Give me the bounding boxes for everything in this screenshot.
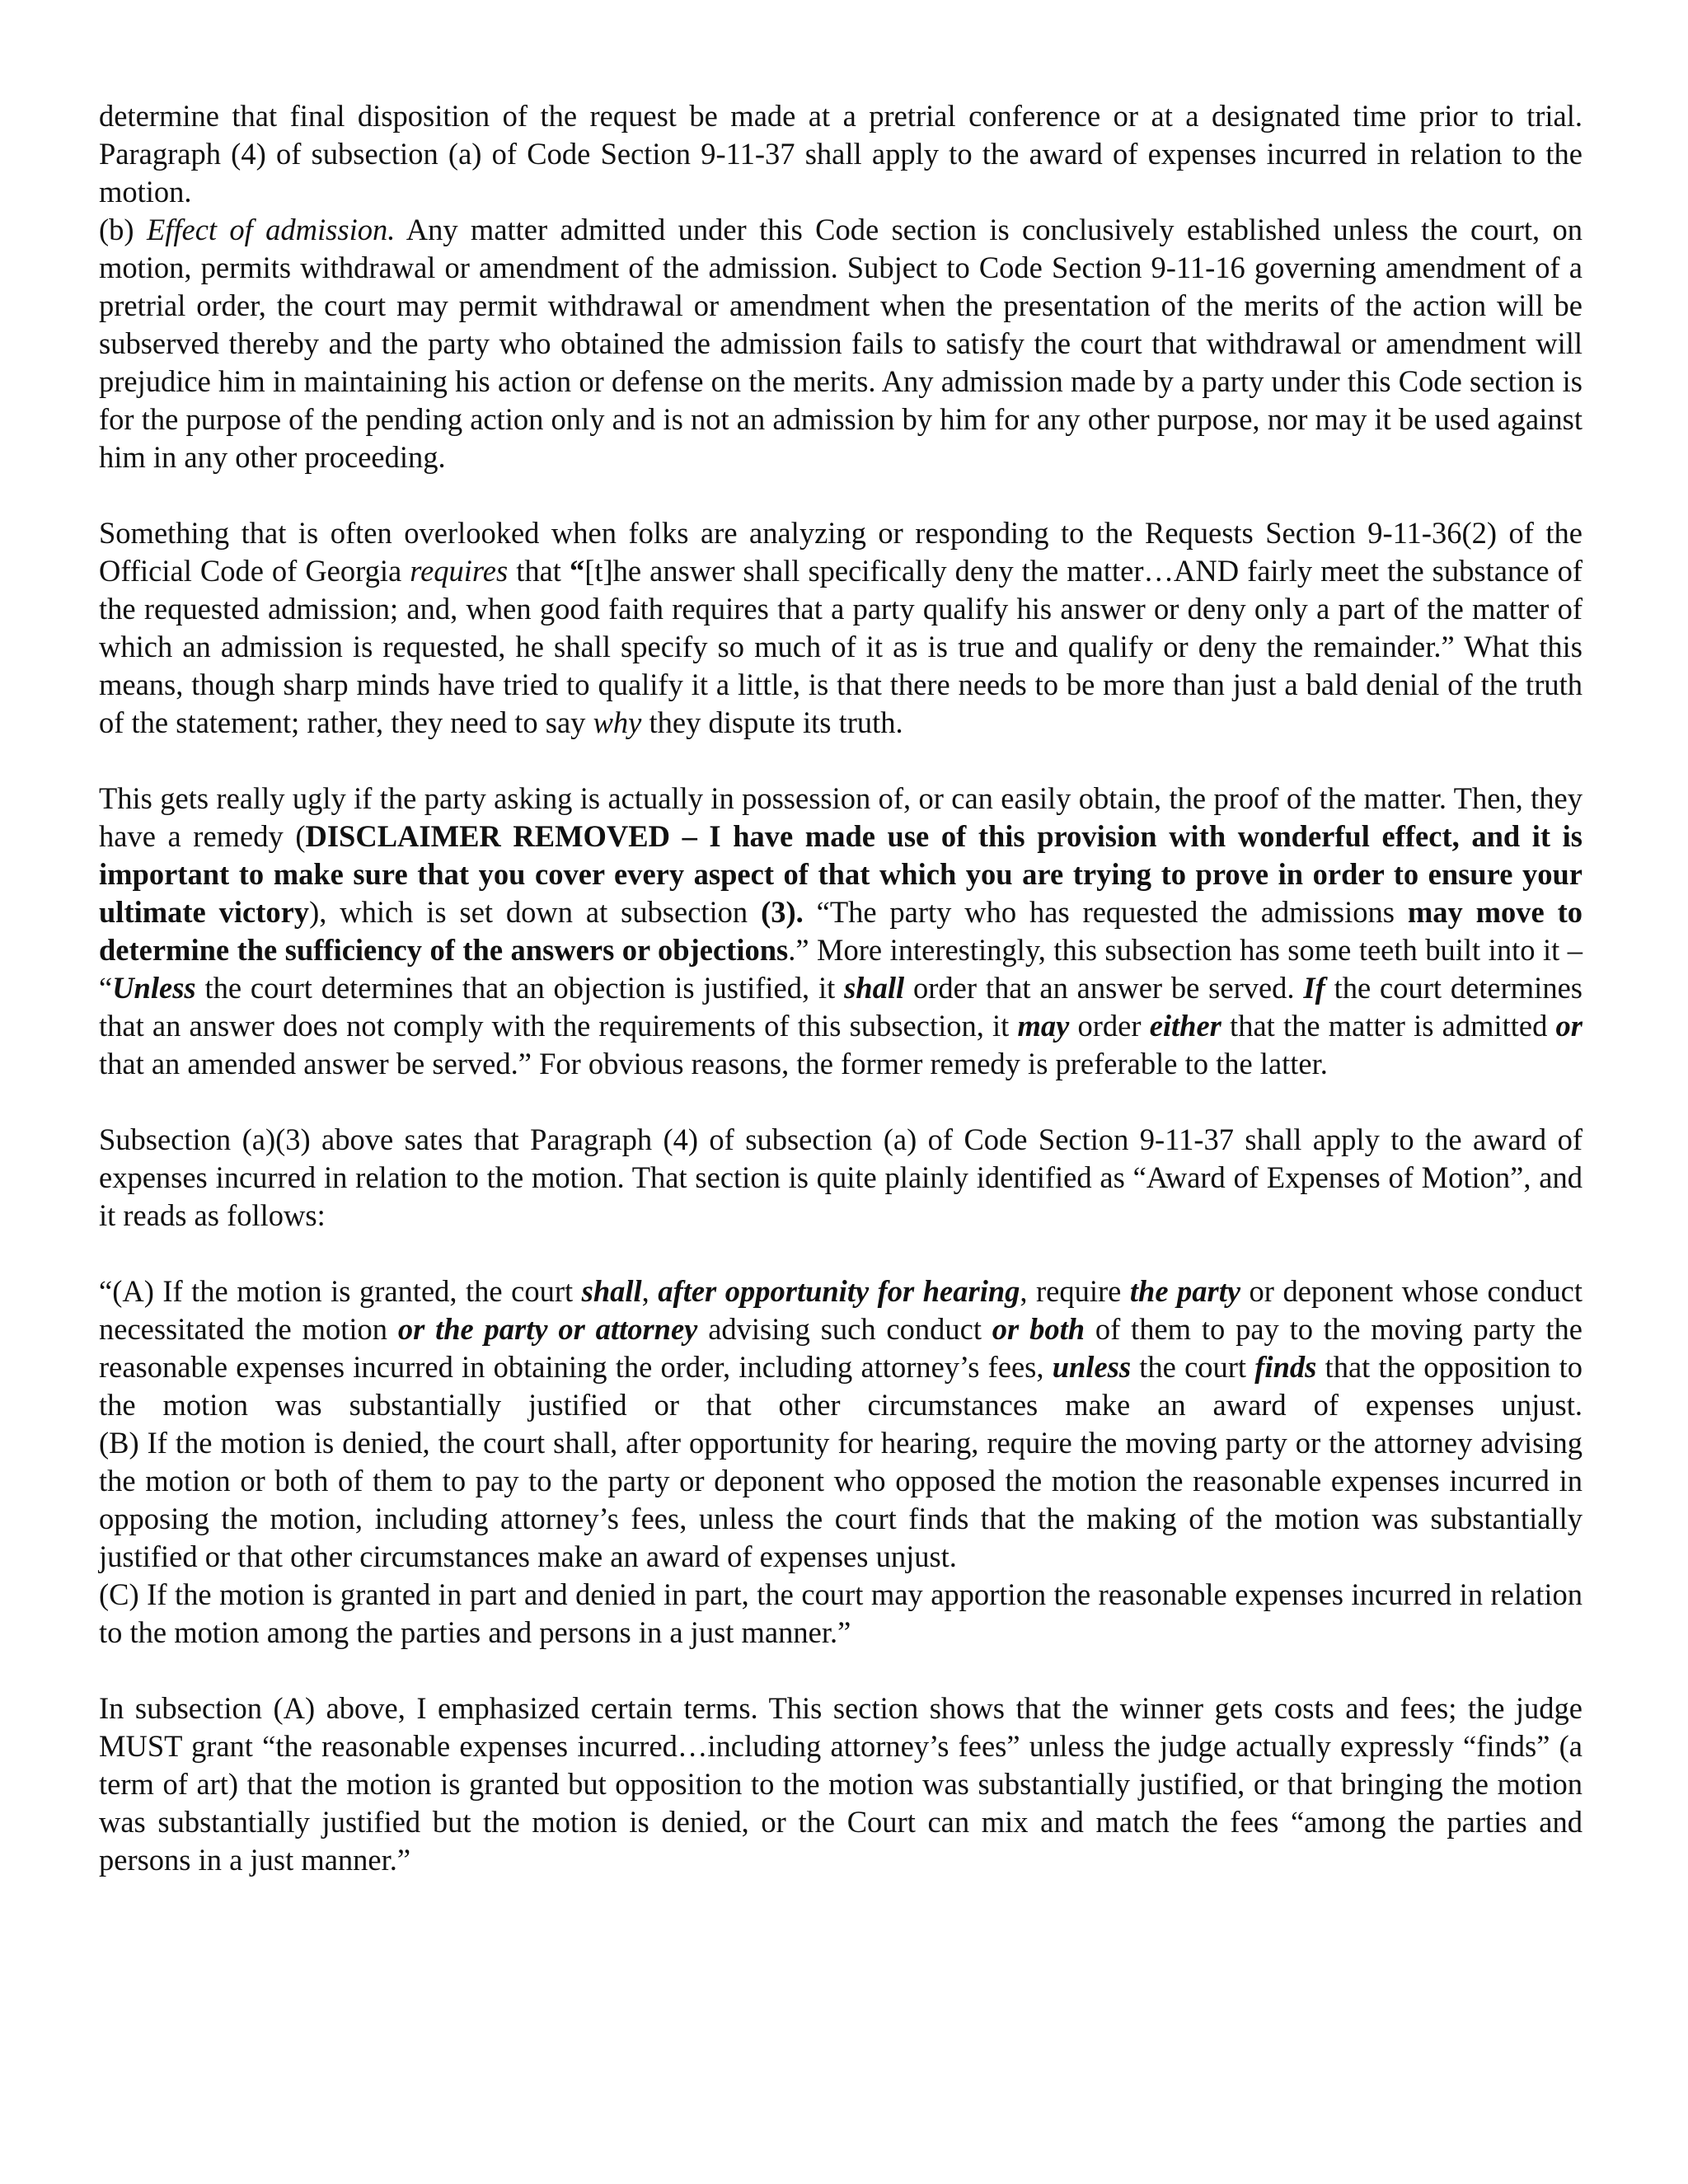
subsection-b-effect-of-admission bbox=[99, 211, 1582, 476]
emphasis-may-move: may move to determine the sufficiency of the answers or objections bbox=[99, 895, 1582, 967]
text-segment: , require bbox=[1020, 1274, 1130, 1308]
bold-open-quote: “ bbox=[569, 554, 585, 588]
text-segment: the court determines that an objection is justified, it bbox=[195, 971, 845, 1005]
statute-subsection-b: (B) If the motion is denied, the court shall, after opportunity for hearing, require the moving party or the attorney advising the motion or both of them to pay to the party or deponent who opposed the motion the reasonable expenses incurred in opposing the motion, including attorney’s fees, unless the court finds that the making of the motion was substantially justified or that other circumstances make an award of expenses unjust. bbox=[99, 1426, 1582, 1573]
emphasis-either: either bbox=[1149, 1009, 1221, 1043]
emphasis-or-both: or both bbox=[992, 1312, 1085, 1346]
text-segment: “The party who has requested the admissions bbox=[803, 895, 1408, 929]
text-segment: that the opposition to the motion was substantially justified or that other circumstances make an award of expenses unjust. bbox=[99, 1350, 1583, 1422]
text-segment: of them to pay to the moving party the reasonable expenses incurred in obtaining the order, including attorney’s fees, bbox=[99, 1312, 1582, 1384]
emphasis-if: If bbox=[1303, 971, 1325, 1005]
text-segment: that an amended answer be served.” For obvious reasons, the former remedy is preferable to the latter. bbox=[99, 1047, 1328, 1080]
subsection-b-label: (b) bbox=[99, 213, 147, 246]
text-segment: order that an answer be served. bbox=[904, 971, 1304, 1005]
emphasis-why: why bbox=[593, 705, 642, 739]
text-segment: advising such conduct bbox=[697, 1312, 992, 1346]
text-segment: .” More interestingly, this subsection has some teeth built into it – “ bbox=[99, 933, 1582, 1005]
text-segment: they dispute its truth. bbox=[641, 705, 903, 739]
text-segment: , bbox=[641, 1274, 659, 1308]
text-segment: “(A) If the motion is granted, the court bbox=[99, 1274, 582, 1308]
subsection-b-title: Effect of admission. bbox=[146, 213, 396, 246]
emphasis-may: may bbox=[1017, 1009, 1070, 1043]
emphasis-shall: shall bbox=[581, 1274, 642, 1308]
text-segment: the court determines that an answer does not comply with the requirements of this subsection, it bbox=[99, 971, 1582, 1043]
text-segment: ), which is set down at subsection bbox=[309, 895, 762, 929]
text-segment: the court bbox=[1131, 1350, 1255, 1384]
statute-subsection-c: (C) If the motion is granted in part and denied in part, the court may apportion the reasonable expenses incurred in relation to the motion among the parties and persons in a just manner.” bbox=[99, 1577, 1582, 1649]
text-segment: that the matter is admitted bbox=[1221, 1009, 1556, 1043]
emphasis-finds: finds bbox=[1254, 1350, 1317, 1384]
text-segment: Something that is often overlooked when folks are analyzing or responding to the Requests Section 9-11-36(2) of the Official Code of Georgia bbox=[99, 516, 1582, 588]
emphasis-requires: requires bbox=[410, 554, 509, 588]
paragraph-request-disposition bbox=[99, 97, 1582, 476]
text-segment: This gets really ugly if the party asking is actually in possession of, or can easily obtain, the proof of the matter. Then, they have a remedy ( bbox=[99, 781, 1582, 853]
text-segment: or deponent whose conduct necessitated the motion bbox=[99, 1274, 1583, 1346]
emphasis-shall: shall bbox=[844, 971, 905, 1005]
subsection-3-ref: (3). bbox=[761, 895, 804, 929]
disclaimer-note: DISCLAIMER REMOVED – I have made use of this provision with wonderful effect, and it is important to make sure that you cover every aspect of that which you are trying to prove in order to ensure your ultimate victory bbox=[99, 819, 1582, 929]
emphasis-unless: unless bbox=[1052, 1350, 1132, 1384]
emphasis-or-party-attorney: or the party or attorney bbox=[397, 1312, 698, 1346]
paragraph-emphasis-explanation: In subsection (A) above, I emphasized certain terms. This section shows that the winner gets costs and fees; the judge MUST grant “the reasonable expenses incurred…including attorney’s fees” unless the judge actually expressly “finds” (a term of art) that the motion is granted but opposition to the motion was substantially justified, or that bringing the motion was substantially justified but the motion is denied, or the Court can mix and match the fees “among the parties and persons in a just manner.” bbox=[99, 1691, 1582, 1877]
paragraph-quoted-statute bbox=[99, 1272, 1582, 1652]
paragraph-remedy bbox=[99, 780, 1582, 1083]
paragraph-subsection-a3: Subsection (a)(3) above sates that Paragraph (4) of subsection (a) of Code Section 9-11-37 shall apply to the award of expenses incurred in relation to the motion. That section is quite plainly identified as “Award of Expenses of Motion”, and it reads as follows: bbox=[99, 1122, 1582, 1232]
paragraph-overlooked-requirement bbox=[99, 514, 1582, 742]
emphasis-the-party: the party bbox=[1129, 1274, 1241, 1308]
emphasis-after-opportunity: after opportunity for hearing bbox=[658, 1274, 1020, 1308]
text-segment: that bbox=[508, 554, 570, 588]
text-segment: order bbox=[1069, 1009, 1150, 1043]
subsection-b-text: Any matter admitted under this Code section is conclusively established unless the court, on motion, permits withdrawal or amendment of the admission. Subject to Code Section 9-11-16 governing amendment of a pretrial order, the court may permit withdrawal or amendment when the presentation of the merits of the action will be subserved thereby and the party who obtained the admission fails to satisfy the court that withdrawal or amendment will prejudice him in maintaining his action or defense on the merits. Any admission made by a party under this Code section is for the purpose of the pending action only and is not an admission by him for any other purpose, nor may it be used against him in any other proceeding. bbox=[99, 213, 1583, 474]
emphasis-or: or bbox=[1555, 1009, 1582, 1043]
document-page bbox=[99, 97, 1582, 1879]
statute-subsection-a bbox=[99, 1272, 1582, 1424]
paragraph-intro-text: determine that final disposition of the request be made at a pretrial conference or at a designated time prior to trial. Paragraph (4) of subsection (a) of Code Section 9-11-37 shall apply to the award of expenses incurred in relation to the motion. bbox=[99, 99, 1582, 209]
emphasis-unless: Unless bbox=[112, 971, 196, 1005]
text-segment: [t]he answer shall specifically deny the matter…AND fairly meet the substance of the requested admission; and, when good faith requires that a party qualify his answer or deny only a part of the matter of which an admission is requested, he shall specify so much of it as is true and qualify or deny the remainder.” What this means, though sharp minds have tried to qualify it a little, is that there needs to be more than just a bald denial of the truth of the statement; rather, they need to say bbox=[99, 554, 1582, 739]
